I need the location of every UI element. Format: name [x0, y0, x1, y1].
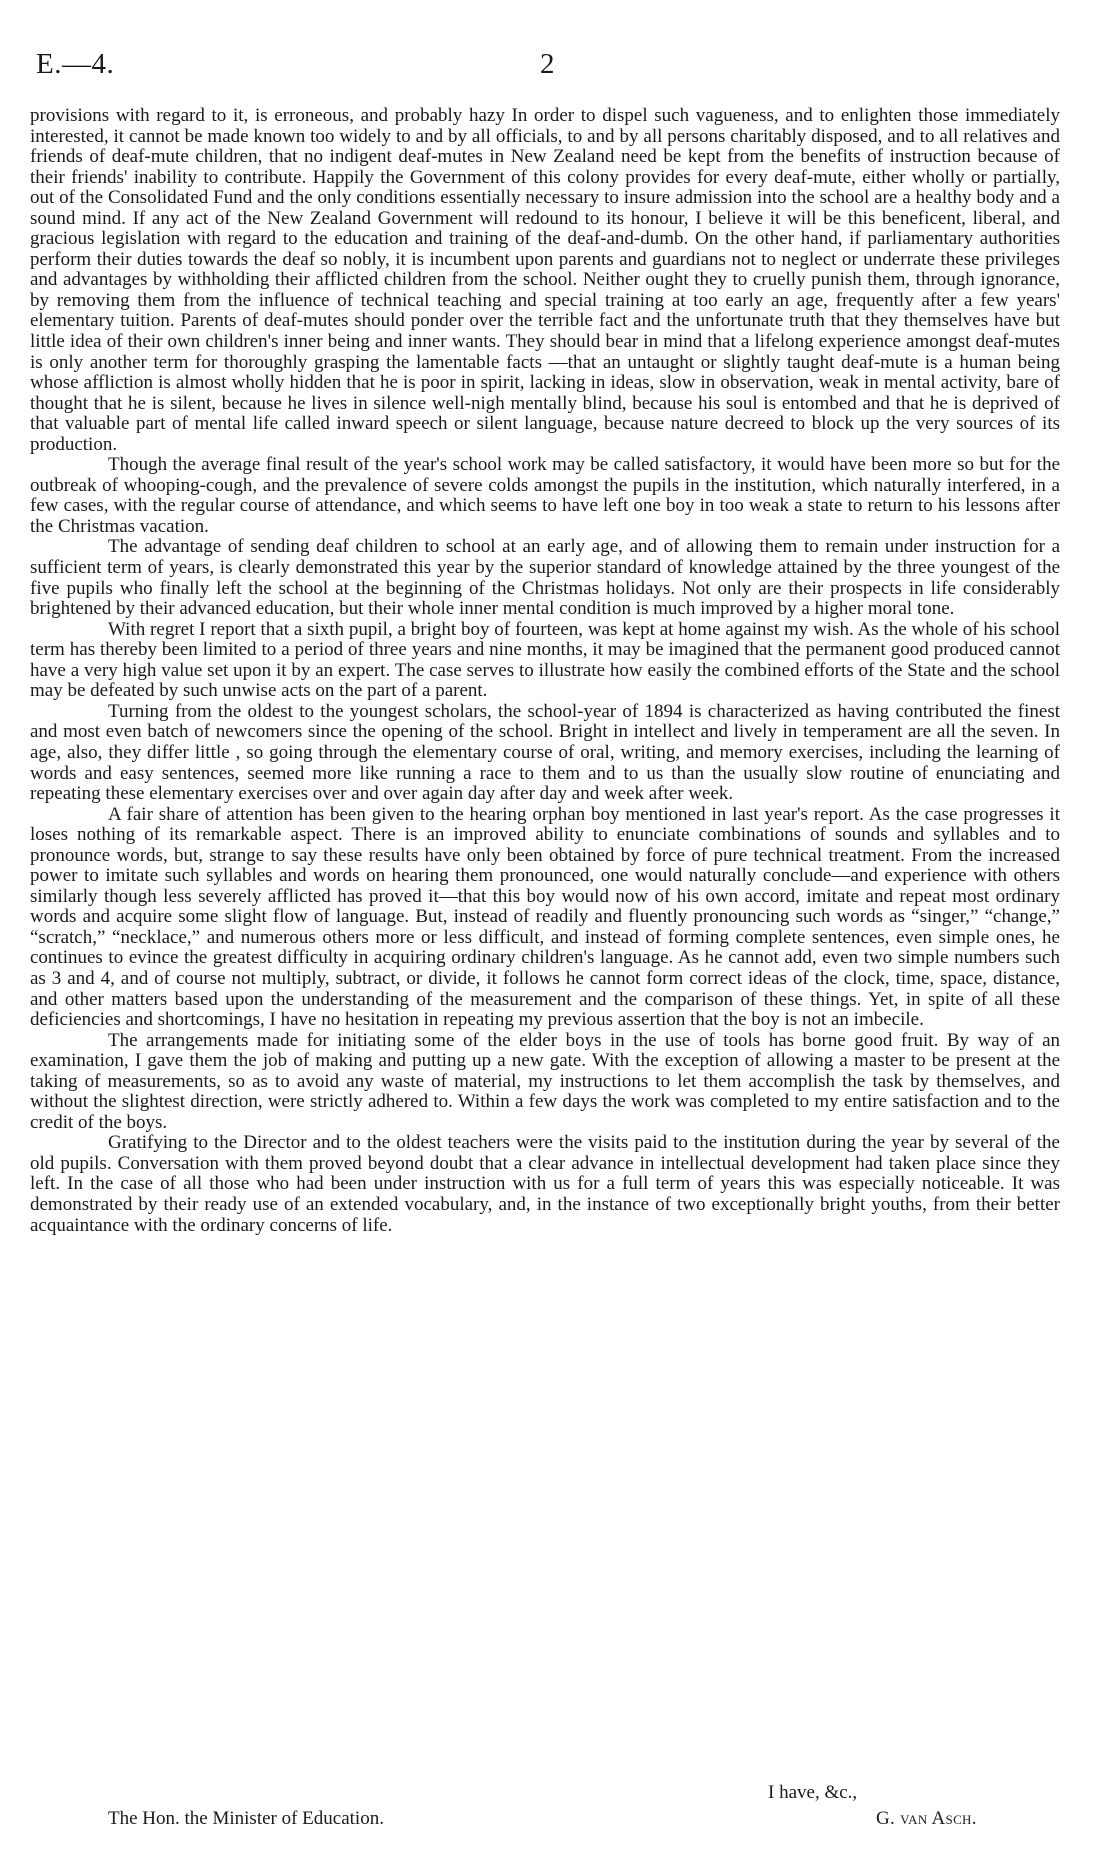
- paragraph-1: provisions with regard to it, is erroneous, and probably hazy In order to dispel such vagueness, and to enlighten those immediately interested, it cannot be made known too widely to and by all officials, to and by all persons charitably disposed, and to all relatives and friends of deaf-mute children, that no indigent deaf-mutes in New Zealand need be kept from the benefits of instruction because of their friends' inability to contribute. Happily the Government of this colony provides for every deaf-mute, either wholly or partially, out of the Consolidated Fund and the only conditions essentially necessary to insure admission into the school are a healthy body and a sound mind. If any act of the New Zealand Government will redound to its honour, I believe it will be this beneficent, liberal, and gracious legislation with regard to the education and training of the deaf-and-dumb. On the other hand, if parliamentary authorities perform their duties towards the deaf so nobly, it is incumbent upon parents and guardians not to neglect or underrate these privileges and advantages by withholding their afflicted children from the school. Neither ought they to cruelly punish them, through ignorance, by removing them from the influence of technical teaching and special training at too early an age, frequently after a few years' elementary tuition. Parents of deaf-mutes should ponder over the terrible fact and the unfortunate truth that they themselves have but little idea of their own children's inner being and inner wants. They should bear in mind that a lifelong experience amongst deaf-mutes is only another term for thoroughly grasping the lamentable facts —that an untaught or slightly taught deaf-mute is a human being whose affliction is almost wholly hidden that he is poor in spirit, lacking in ideas, slow in observation, weak in mental activity, bare of thought that he is silent, because he lives in silence well-nigh mentally blind, because his soul is entombed and that he is deprived of that valuable part of mental life called inward speech or silent language, because nature decreed to block up the very sources of its production.: [30, 105, 1060, 455]
- paragraph-6: A fair share of attention has been given to the hearing orphan boy mentioned in last year's report. As the case progresses it loses nothing of its remarkable aspect. There is an improved ability to enunciate combinations of sounds and syllables and to pronounce words, but, strange to say these results have only been obtained by force of pure technical treatment. From the increased power to imitate such syllables and words on hearing them pronounced, one would naturally conclude—and experience with others similarly though less severely afflicted has proved it—that this boy would now of his own accord, imitate and repeat most ordinary words and acquire some slight flow of language. But, instead of readily and fluently pronouncing such words as “singer,” “change,” “scratch,” “necklace,” and numerous others more or less difficult, and instead of forming complete sentences, even simple ones, he continues to evince the greatest difficulty in acquiring ordinary children's language. As he cannot add, even two simple numbers such as 3 and 4, and of course not multiply, subtract, or divide, it follows he cannot form correct ideas of the clock, time, space, distance, and other matters based upon the understanding of the measurement and the comparison of these things. Yet, in spite of all these deficiencies and shortcomings, I have no hesitation in repeating my previous assertion that the boy is not an imbecile.: [30, 803, 1060, 1031]
- paragraph-5: Turning from the oldest to the youngest scholars, the school-year of 1894 is characterized as having contributed the finest and most even batch of newcomers since the opening of the school. Bright in intellect and lively in temperament are all the seven. In age, also, they differ little , so going through the elementary course of oral, writing, and memory exercises, including the learning of words and easy sentences, seemed more like running a race to them and to us than the usually slow routine of enunciating and repeating these elementary exercises over and over again day after day and week after week.: [30, 700, 1060, 805]
- page-number: 2: [540, 48, 555, 80]
- paragraph-7: The arrangements made for initiating some of the elder boys in the use of tools has borne good fruit. By way of an examination, I gave them the job of making and putting up a new gate. With the exception of allowing a master to be present at the taking of measurements, so as to avoid any waste of material, my instructions to let them accomplish the task by themselves, and without the slightest direction, were strictly adhered to. Within a few days the work was completed to my entire satisfaction and to the credit of the boys.: [30, 1029, 1060, 1133]
- paragraph-8: Gratifying to the Director and to the oldest teachers were the visits paid to the institution during the year by several of the old pupils. Conversation with them proved beyond doubt that a clear advance in intellectual development had taken place since they left. In the case of all those who had been under instruction with us for a full term of years this was especially noticeable. It was demonstrated by their ready use of an extended vocabulary, and, in the instance of two exceptionally bright youths, from their better acquaintance with the ordinary concerns of life.: [30, 1132, 1060, 1236]
- salutation: I have, &c.,: [768, 1782, 858, 1803]
- addressee: The Hon. the Minister of Education.: [108, 1808, 384, 1829]
- paragraph-4: With regret I report that a sixth pupil, a bright boy of fourteen, was kept at home against my wish. As the whole of his school term has thereby been limited to a period of three years and nine months, it may be imagined that the permanent good produced cannot have a very high value set upon it by an expert. The case serves to illustrate how easily the combined efforts of the State and the school may be defeated by such unwise acts on the part of a parent.: [30, 618, 1060, 702]
- document-reference: E.—4.: [36, 48, 115, 80]
- paragraph-2: Though the average final result of the year's school work may be called satisfactory, it would have been more so but for the outbreak of whooping-cough, and the prevalence of severe colds amongst the pupils in the institution, which naturally interfered, in a few cases, with the regular course of attendance, and which seems to have left one boy in too weak a state to return to his lessons after the Christmas vacation.: [30, 454, 1060, 537]
- report-body: [30, 106, 1060, 1236]
- page-header: [36, 48, 1078, 88]
- signature: G. van Asch.: [876, 1808, 977, 1829]
- letter-closing: [30, 1782, 1060, 1832]
- paragraph-3: The advantage of sending deaf children to school at an early age, and of allowing them to remain under instruction for a sufficient term of years, is clearly demonstrated this year by the superior standard of knowledge attained by the three youngest of the five pupils who finally left the school at the beginning of the Christmas holidays. Not only are their prospects in life considerably brightened by their advanced education, but their whole inner mental condition is much improved by a higher moral tone.: [30, 536, 1060, 620]
